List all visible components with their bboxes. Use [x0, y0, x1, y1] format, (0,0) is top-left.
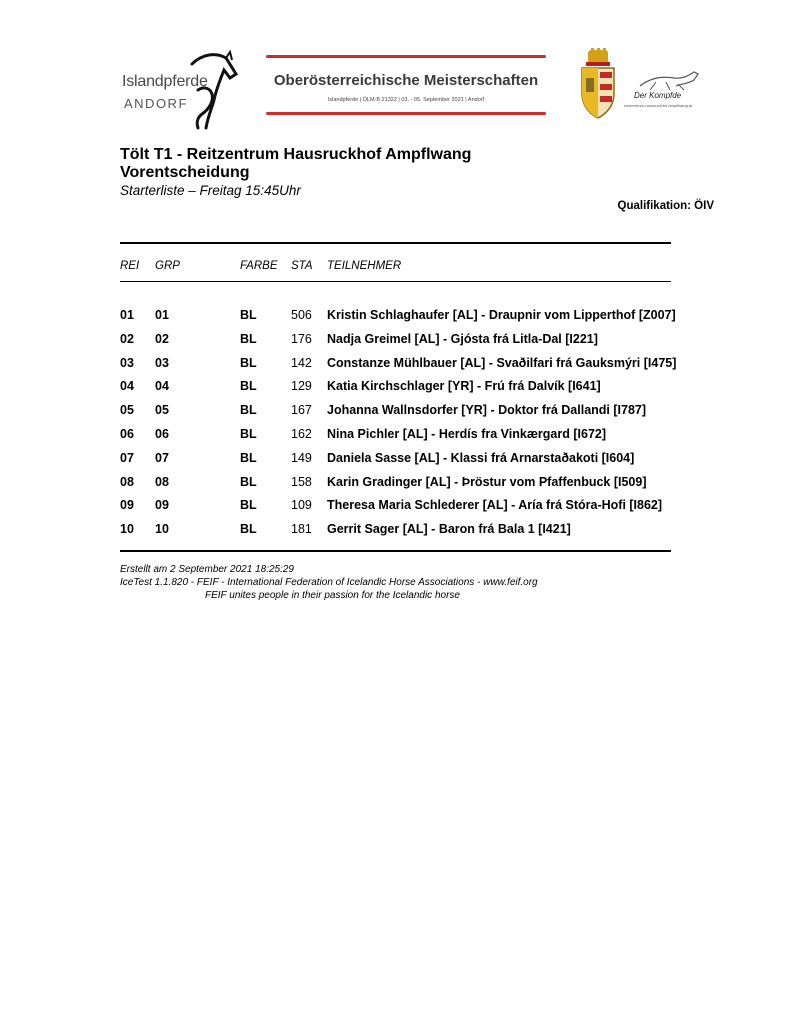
- table-top-rule: [120, 242, 671, 244]
- cell-sta: 181: [291, 522, 312, 537]
- banner-title: Oberösterreichische Meisterschaften: [273, 72, 539, 89]
- qualification-label: Qualifikation: ÖIV: [617, 200, 714, 212]
- right-logo-name: Der Kompfde: [634, 91, 682, 100]
- cell-sta: 158: [291, 474, 312, 489]
- left-logo-name: Islandpferde: [122, 73, 208, 90]
- page-title: Tölt T1 - Reitzentrum Hausruckhof Ampflwang: [120, 146, 472, 163]
- cell-sta: 162: [291, 427, 312, 441]
- created-timestamp: Erstellt am 2 September 2021 18:25:29: [120, 564, 294, 575]
- left-logo-place: ANDORF: [124, 96, 188, 111]
- cell-sta: 142: [291, 355, 312, 370]
- cell-farbe: BL: [240, 450, 257, 465]
- cell-teilnehmer: Johanna Wallnsdorfer [YR] - Doktor frá Dallandi [I787]: [327, 403, 647, 418]
- cell-rei: 06: [120, 427, 134, 441]
- cell-sta: 149: [291, 450, 312, 465]
- cell-grp: 06: [155, 427, 169, 441]
- cell-grp: 03: [155, 355, 169, 370]
- table-bottom-rule: [120, 550, 671, 552]
- cell-rei: 04: [120, 379, 134, 394]
- cell-teilnehmer: Karin Gradinger [AL] - Þröstur vom Pfaffenbuck [I509]: [327, 474, 647, 489]
- cell-rei: 09: [120, 498, 134, 513]
- cell-farbe: BL: [240, 355, 257, 370]
- cell-grp: 07: [155, 450, 169, 465]
- page-subtitle: Starterliste – Freitag 15:45Uhr: [120, 183, 301, 198]
- cell-farbe: BL: [240, 427, 257, 441]
- cell-teilnehmer: Nadja Greimel [AL] - Gjósta frá Litla-Dal [I221]: [327, 331, 598, 346]
- cell-sta: 129: [291, 379, 312, 394]
- cell-teilnehmer: Gerrit Sager [AL] - Baron frá Bala 1 [I421]: [327, 522, 571, 537]
- cell-teilnehmer: Katia Kirchschlager [YR] - Frú frá Dalvík [I641]: [327, 379, 601, 394]
- cell-teilnehmer: Theresa Maria Schlederer [AL] - Aría frá Stóra-Hofi [I862]: [327, 498, 663, 513]
- banner-top-rule: [266, 55, 546, 58]
- column-header-rei: REI: [120, 260, 140, 272]
- horse-head-logo-icon: [186, 50, 242, 130]
- cell-farbe: BL: [240, 331, 257, 346]
- cell-rei: 08: [120, 474, 134, 489]
- cell-teilnehmer: Kristin Schlaghaufer [AL] - Draupnir vom Lipperthof [Z007]: [327, 308, 676, 322]
- cell-grp: 08: [155, 474, 169, 489]
- coat-of-arms-icon: [578, 48, 618, 120]
- cell-rei: 07: [120, 450, 134, 465]
- column-header-sta: STA: [291, 260, 313, 272]
- cell-grp: 02: [155, 331, 169, 346]
- cell-teilnehmer: Nina Pichler [AL] - Herdís fra Vinkærgard [I672]: [327, 427, 607, 441]
- cell-grp: 04: [155, 379, 169, 394]
- cell-rei: 02: [120, 331, 134, 346]
- cell-farbe: BL: [240, 403, 257, 418]
- cell-sta: 176: [291, 331, 312, 346]
- banner-bottom-rule: [266, 112, 546, 115]
- software-credit: IceTest 1.1.820 - FEIF - International Federation of Icelandic Horse Associations - www.feif.org: [120, 577, 538, 588]
- cell-grp: 09: [155, 498, 169, 513]
- cell-teilnehmer: Daniela Sasse [AL] - Klassi frá Arnarstaðakoti [I604]: [327, 450, 635, 465]
- cell-sta: 109: [291, 498, 312, 513]
- cell-grp: 10: [155, 522, 169, 537]
- running-horse-logo-icon: [636, 68, 704, 92]
- cell-rei: 05: [120, 403, 134, 418]
- cell-farbe: BL: [240, 522, 257, 537]
- cell-sta: 506: [291, 308, 312, 322]
- column-header-teilnehmer: TEILNEHMER: [327, 260, 402, 272]
- feif-slogan: FEIF unites people in their passion for the Icelandic horse: [205, 590, 460, 601]
- table-header-rule: [120, 281, 671, 282]
- cell-sta: 167: [291, 403, 312, 418]
- cell-farbe: BL: [240, 498, 257, 513]
- page-title-stage: Vorentscheidung: [120, 164, 250, 181]
- cell-rei: 01: [120, 308, 134, 322]
- cell-teilnehmer: Constanze Mühlbauer [AL] - Svaðilfari frá Gauksmýri [I475]: [327, 355, 677, 370]
- cell-rei: 10: [120, 522, 134, 537]
- cell-grp: 01: [155, 308, 169, 322]
- right-logo-url: reitzentrum-hausruckhof-ampflwang.at: [624, 103, 693, 108]
- cell-rei: 03: [120, 355, 134, 370]
- cell-farbe: BL: [240, 379, 257, 394]
- column-header-grp: GRP: [155, 260, 180, 272]
- cell-farbe: BL: [240, 308, 257, 322]
- cell-grp: 05: [155, 403, 169, 418]
- banner-subtitle: Islandpferde | ÖLM-B 21322 | 03. - 05. September 2021 | Andorf: [327, 97, 485, 103]
- cell-farbe: BL: [240, 474, 257, 489]
- column-header-farbe: FARBE: [240, 260, 278, 272]
